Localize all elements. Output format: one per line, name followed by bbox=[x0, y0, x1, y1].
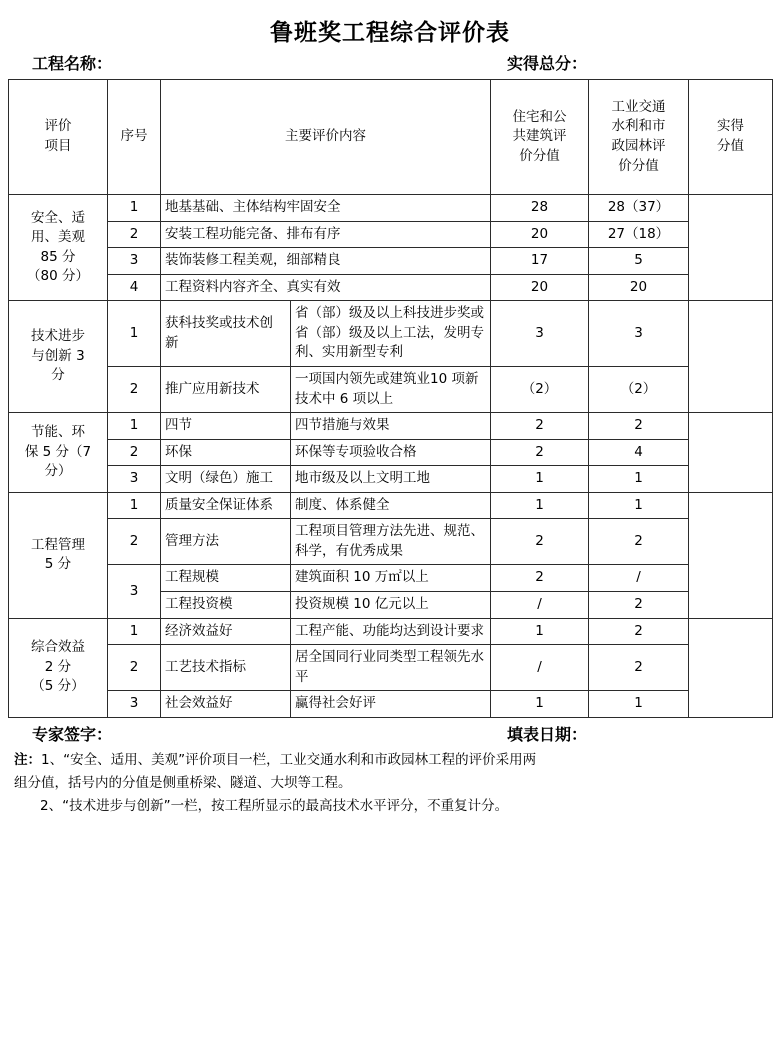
subitem-cell: 获科技奖或技术创新 bbox=[161, 301, 291, 367]
seq-cell: 1 bbox=[108, 195, 161, 222]
residential-score-cell: 2 bbox=[491, 413, 589, 440]
residential-score-cell: 1 bbox=[491, 691, 589, 718]
subitem-cell: 环保 bbox=[161, 439, 291, 466]
seq-cell: 2 bbox=[108, 221, 161, 248]
subitem-cell: 推广应用新技术 bbox=[161, 366, 291, 412]
content-cell: 工程资料内容齐全、真实有效 bbox=[161, 274, 491, 301]
subitem-cell: 工程投资模 bbox=[161, 592, 291, 619]
content-cell: 工程产能、功能均达到设计要求 bbox=[291, 618, 491, 645]
actual-score-cell bbox=[689, 492, 773, 618]
content-cell: 装饰装修工程美观，细部精良 bbox=[161, 248, 491, 275]
subitem-cell: 质量安全保证体系 bbox=[161, 492, 291, 519]
industrial-score-cell: 4 bbox=[589, 439, 689, 466]
content-cell: 四节措施与效果 bbox=[291, 413, 491, 440]
subitem-cell: 工程规模 bbox=[161, 565, 291, 592]
note-1-text-1: 1、“安全、适用、美观”评价项目一栏，工业交通水利和市政园林工程的评价采用两 bbox=[41, 751, 537, 768]
table-row bbox=[9, 466, 773, 493]
header-actual-score: 实得 分值 bbox=[689, 80, 773, 195]
industrial-score-cell: （2） bbox=[589, 366, 689, 412]
table-row bbox=[9, 366, 773, 412]
category-cell: 节能、环 保 5 分（7 分） bbox=[9, 413, 108, 493]
residential-score-cell: 17 bbox=[491, 248, 589, 275]
content-cell: 环保等专项验收合格 bbox=[291, 439, 491, 466]
seq-cell: 3 bbox=[108, 691, 161, 718]
seq-cell: 1 bbox=[108, 492, 161, 519]
content-cell: 省（部）级及以上科技进步奖或省（部）级及以上工法，发明专利、实用新型专利 bbox=[291, 301, 491, 367]
subitem-cell: 工艺技术指标 bbox=[161, 645, 291, 691]
table-row bbox=[9, 274, 773, 301]
notes-block bbox=[8, 749, 772, 819]
residential-score-cell: / bbox=[491, 645, 589, 691]
signature-label: 专家签字： bbox=[32, 724, 113, 744]
seq-cell: 3 bbox=[108, 565, 161, 618]
industrial-score-cell: 5 bbox=[589, 248, 689, 275]
industrial-score-cell: 1 bbox=[589, 492, 689, 519]
table-row bbox=[9, 492, 773, 519]
subitem-cell: 文明（绿色）施工 bbox=[161, 466, 291, 493]
residential-score-cell: 2 bbox=[491, 565, 589, 592]
page-title: 鲁班奖工程综合评价表 bbox=[270, 19, 510, 46]
seq-cell: 3 bbox=[108, 248, 161, 275]
seq-cell: 2 bbox=[108, 439, 161, 466]
note-lead: 注： bbox=[14, 751, 41, 768]
content-cell: 赢得社会好评 bbox=[291, 691, 491, 718]
seq-cell: 1 bbox=[108, 413, 161, 440]
table-header-row bbox=[9, 80, 773, 195]
signature-row bbox=[8, 722, 772, 745]
table-row bbox=[9, 565, 773, 592]
residential-score-cell: 1 bbox=[491, 466, 589, 493]
content-cell: 投资规模 10 亿元以上 bbox=[291, 592, 491, 619]
total-score-label: 实得总分： bbox=[507, 54, 588, 73]
subitem-cell: 经济效益好 bbox=[161, 618, 291, 645]
seq-cell: 2 bbox=[108, 519, 161, 565]
subitem-cell: 四节 bbox=[161, 413, 291, 440]
content-cell: 居全国同行业同类型工程领先水平 bbox=[291, 645, 491, 691]
seq-cell: 4 bbox=[108, 274, 161, 301]
header-seq: 序号 bbox=[108, 80, 161, 195]
content-cell: 制度、体系健全 bbox=[291, 492, 491, 519]
actual-score-cell bbox=[689, 413, 773, 493]
subitem-cell: 管理方法 bbox=[161, 519, 291, 565]
subitem-cell: 社会效益好 bbox=[161, 691, 291, 718]
content-cell: 工程项目管理方法先进、规范、科学，有优秀成果 bbox=[291, 519, 491, 565]
table-row bbox=[9, 301, 773, 367]
residential-score-cell: / bbox=[491, 592, 589, 619]
table-row bbox=[9, 618, 773, 645]
industrial-score-cell: 20 bbox=[589, 274, 689, 301]
industrial-score-cell: 2 bbox=[589, 413, 689, 440]
table-row bbox=[9, 248, 773, 275]
seq-cell: 1 bbox=[108, 618, 161, 645]
table-row bbox=[9, 645, 773, 691]
residential-score-cell: 2 bbox=[491, 439, 589, 466]
evaluation-table bbox=[8, 79, 773, 718]
header-category: 评价 项目 bbox=[9, 80, 108, 195]
table-row bbox=[9, 221, 773, 248]
seq-cell: 1 bbox=[108, 301, 161, 367]
header-content: 主要评价内容 bbox=[161, 80, 491, 195]
project-name-label: 工程名称： bbox=[32, 54, 113, 73]
residential-score-cell: 1 bbox=[491, 492, 589, 519]
industrial-score-cell: 2 bbox=[589, 645, 689, 691]
industrial-score-cell: 2 bbox=[589, 618, 689, 645]
category-cell: 技术进步 与创新 3 分 bbox=[9, 301, 108, 413]
content-cell: 安装工程功能完备、排布有序 bbox=[161, 221, 491, 248]
residential-score-cell: （2） bbox=[491, 366, 589, 412]
residential-score-cell: 3 bbox=[491, 301, 589, 367]
content-cell: 建筑面积 10 万㎡以上 bbox=[291, 565, 491, 592]
header-industrial-score: 工业交通 水利和市 政园林评 价分值 bbox=[589, 80, 689, 195]
meta-row bbox=[8, 51, 772, 73]
content-cell: 地市级及以上文明工地 bbox=[291, 466, 491, 493]
industrial-score-cell: 1 bbox=[589, 691, 689, 718]
category-cell: 工程管理 5 分 bbox=[9, 492, 108, 618]
table-row bbox=[9, 519, 773, 565]
residential-score-cell: 1 bbox=[491, 618, 589, 645]
note-1-line-1 bbox=[14, 749, 766, 772]
table-row bbox=[9, 439, 773, 466]
date-label: 填表日期： bbox=[507, 724, 588, 744]
industrial-score-cell: 2 bbox=[589, 519, 689, 565]
residential-score-cell: 28 bbox=[491, 195, 589, 222]
table-row bbox=[9, 691, 773, 718]
industrial-score-cell: 1 bbox=[589, 466, 689, 493]
industrial-score-cell: 2 bbox=[589, 592, 689, 619]
document-page bbox=[0, 14, 780, 1043]
content-cell: 一项国内领先或建筑业10 项新技术中 6 项以上 bbox=[291, 366, 491, 412]
seq-cell: 3 bbox=[108, 466, 161, 493]
residential-score-cell: 20 bbox=[491, 221, 589, 248]
header-residential-score: 住宅和公 共建筑评 价分值 bbox=[491, 80, 589, 195]
actual-score-cell bbox=[689, 301, 773, 413]
industrial-score-cell: 27（18） bbox=[589, 221, 689, 248]
actual-score-cell bbox=[689, 618, 773, 717]
residential-score-cell: 2 bbox=[491, 519, 589, 565]
industrial-score-cell: 3 bbox=[589, 301, 689, 367]
category-cell: 综合效益 2 分 （5 分） bbox=[9, 618, 108, 717]
table-row bbox=[9, 413, 773, 440]
actual-score-cell bbox=[689, 195, 773, 301]
seq-cell: 2 bbox=[108, 366, 161, 412]
note-2: 2、“技术进步与创新”一栏，按工程所显示的最高技术水平评分，不重复计分。 bbox=[40, 798, 509, 815]
table-row bbox=[9, 195, 773, 222]
category-cell: 安全、适 用、美观 85 分 （80 分） bbox=[9, 195, 108, 301]
industrial-score-cell: / bbox=[589, 565, 689, 592]
note-1-line-2: 组分值，括号内的分值是侧重桥梁、隧道、大坝等工程。 bbox=[14, 775, 352, 792]
content-cell: 地基基础、主体结构牢固安全 bbox=[161, 195, 491, 222]
seq-cell: 2 bbox=[108, 645, 161, 691]
industrial-score-cell: 28（37） bbox=[589, 195, 689, 222]
residential-score-cell: 20 bbox=[491, 274, 589, 301]
